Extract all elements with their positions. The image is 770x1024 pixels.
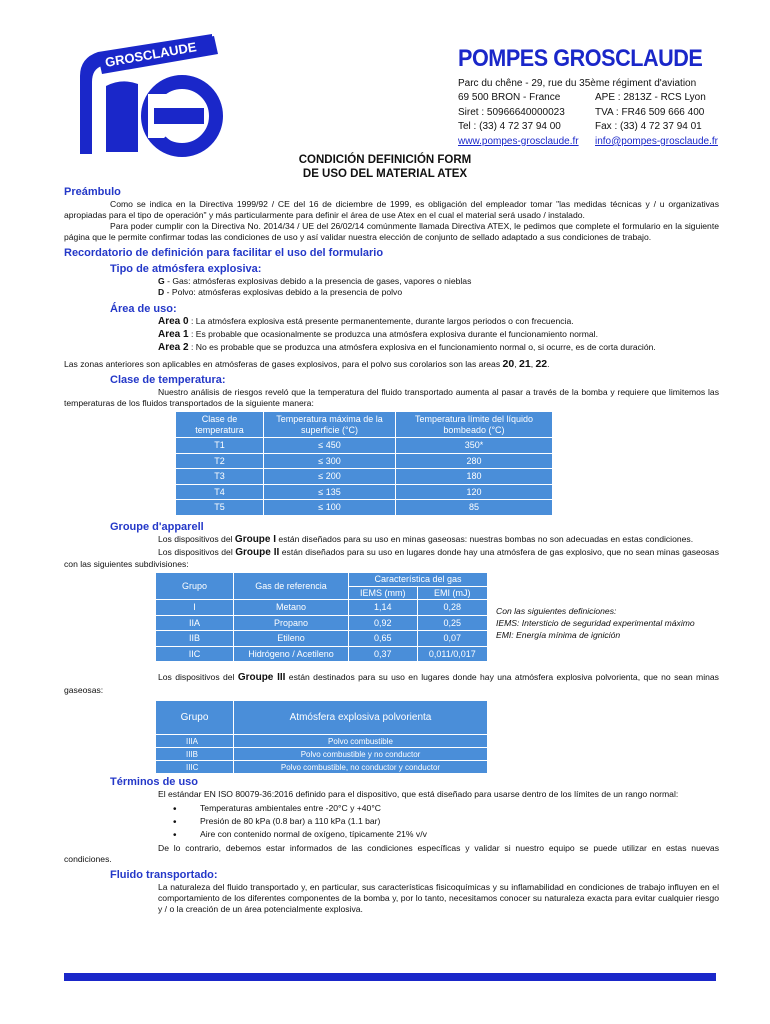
table-row [176,500,553,516]
table-cell: ≤ 200 [264,469,396,485]
table-row [156,748,488,761]
definition-iems: IEMS: Intersticio de seguridad experimental máximo [496,618,695,629]
conditions-list [64,802,719,841]
table-row [156,615,488,631]
company-logo [62,34,252,164]
table-cell: Polvo combustible [234,735,488,748]
table-row [176,469,553,485]
table-cell: 0,07 [417,631,487,647]
definitions-intro: Con las siguientes definiciones: [496,606,617,617]
table-cell: IIIA [156,735,234,748]
table-cell: IIIC [156,761,234,774]
table-cell: 0,37 [349,646,418,662]
company-name: POMPES GROSCLAUDE [458,45,703,72]
contact-grid [458,91,720,149]
preambulo-paragraph-2: Para poder cumplir con la Directiva No. 2014/34 / UE del 26/02/14 comúnmente llamada Directiva ATEX, le pedimos que complete el formulario en la siguiente página que le permite confirmar todas las condiciones de uso y así validar nuestra elección de conjunto de sellado adaptado a sus condiciones de trabajo. [64,221,719,243]
table-row [156,761,488,774]
table-cell: Propano [234,615,349,631]
table-cell: 85 [396,500,553,516]
table-cell: ≤ 450 [264,438,396,454]
title-line-2: DE USO DEL MATERIAL ATEX [302,168,468,181]
table-header: Atmósfera explosiva polvorienta [234,701,488,735]
list-item: • Presión de 80 kPa (0.8 bar) a 110 kPa (1.1 bar) [200,815,719,828]
list-item: • Temperaturas ambientales entre -20°C y +40°C [200,802,719,815]
table-row [156,646,488,662]
table-cell: 180 [396,469,553,485]
subheading-atmosfera: Tipo de atmósfera explosiva: [110,263,262,276]
dust-group-table [155,700,488,774]
subheading-temperatura: Clase de temperatura: [110,374,226,387]
table-row [156,631,488,647]
table-cell: IIC [156,646,234,662]
gas-table-wrap [64,572,719,672]
table-cell: T5 [176,500,264,516]
table-header: Gas de referencia [234,573,349,600]
table-cell: Hidrógeno / Acetileno [234,646,349,662]
table-cell: T4 [176,484,264,500]
table-row [176,484,553,500]
grupo-2-paragraph: Los dispositivos del Groupe II están diseñados para su uso en lugares donde hay una atmósfera de gas explosivo, que no sean minas gaseosas con las siguientes subdivisiones: [64,546,719,570]
table-row [156,735,488,748]
list-item: • Aire con contenido normal de oxígeno, típicamente 21% v/v [200,828,719,841]
table-cell: Polvo combustible y no conductor [234,748,488,761]
zones-note: Las zonas anteriores son aplicables en atmósferas de gases explosivos, para el polvo sus corolarios son las areas 20, 21, 22. [64,357,550,370]
table-cell: 0,25 [417,615,487,631]
table-cell: ≤ 300 [264,453,396,469]
footer-bar [64,973,716,981]
atmos-gas: G - Gas: atmósferas explosivas debido a la presencia de gases, vapores o nieblas [158,276,472,287]
address-line: Parc du chêne - 29, rue du 35ème régiment d'aviation [458,77,697,89]
fluido-paragraph: La naturaleza del fluido transportado y, en particular, sus características fisicoquímicas y su inflamabilidad en condiciones de trabajo influyen en el comportamiento de los diferentes componentes de la bomba y, por lo tanto, necesitamos conocer su naturaleza exacta para evitar cualquier riesgo y / o la creación de un área potencialmente explosiva. [158,882,719,915]
city: 69 500 BRON - France [458,92,561,104]
gas-definitions [496,605,695,641]
table-header: EMI (mJ) [417,586,487,599]
table-header: Grupo [156,573,234,600]
table-header: Característica del gas [349,573,488,586]
table-header: IEMS (mm) [349,586,418,599]
definition-emi: EMI: Energía mínima de ignición [496,630,621,641]
area-2: Area 2 : No es probable que se produzca una atmósfera explosiva en el funcionamiento normal o, si ocurre, es de corta duración. [158,341,656,353]
table-header: Temperatura máxima de la superficie (°C) [264,412,396,438]
table-row [176,453,553,469]
table-cell: T2 [176,453,264,469]
document-body [64,183,719,915]
grupo-3-paragraph: Los dispositivos del Groupe III están destinados para su uso en lugares donde hay una atmósfera explosiva polvorienta, que no sean minas gaseosas: [64,672,719,696]
email-link[interactable]: info@pompes-grosclaude.fr [595,135,718,147]
table-cell: T3 [176,469,264,485]
table-cell: T1 [176,438,264,454]
table-cell: Polvo combustible, no conductor y conductor [234,761,488,774]
table-cell: 1,14 [349,600,418,616]
table-header-row [156,701,488,735]
table-header: Temperatura límite del líquido bombeado (°C) [396,412,553,438]
tva: TVA : FR46 509 666 400 [595,106,705,118]
document-title [0,153,770,182]
company-info [458,44,720,149]
subheading-terminos: Términos de uso [110,776,199,789]
terminos-paragraph: El estándar EN ISO 80079-36:2016 definido para el dispositivo, que está diseñado para usarse dentro de los límites de un rango normal: [158,789,679,800]
table-cell: 0,65 [349,631,418,647]
table-cell: Etileno [234,631,349,647]
table-header-row [156,573,488,586]
table-cell: ≤ 135 [264,484,396,500]
gas-group-table [155,572,488,662]
subheading-area: Área de uso: [110,303,177,316]
table-cell: Metano [234,600,349,616]
table-cell: I [156,600,234,616]
section-heading-recordatorio: Recordatorio de definición para facilitar el uso del formulario [64,247,384,260]
table-row [156,600,488,616]
grupo-1-paragraph: Los dispositivos del Groupe I están diseñados para su uso en minas gaseosas: nuestras bombas no son adecuadas en estas condiciones. [158,533,694,545]
telephone: Tel : (33) 4 72 37 94 00 [458,121,561,133]
atmos-dust: D - Polvo: atmósferas explosivas debido a la presencia de polvo [158,287,403,298]
table-cell: IIA [156,615,234,631]
svg-text:GROSCLAUDE: GROSCLAUDE [103,39,198,70]
table-header: Grupo [156,701,234,735]
subheading-grupo: Groupe d'apparell [110,520,204,533]
table-cell: 350* [396,438,553,454]
terminos-paragraph-2: De lo contrario, debemos estar informados de las condiciones específicas y validar si nuestro equipo se puede utilizar en estas nuevas condiciones. [64,842,719,864]
fax: Fax : (33) 4 72 37 94 01 [595,121,702,133]
table-cell: 0,92 [349,615,418,631]
table-header-row [176,412,553,438]
table-cell: IIB [156,631,234,647]
ape-rcs: APE : 2813Z - RCS Lyon [595,92,706,104]
website-link[interactable]: www.pompes-grosclaude.fr [458,135,579,147]
temperature-table [175,411,553,516]
siret: Siret : 50966640000023 [458,106,565,118]
subheading-fluido: Fluido transportado: [110,868,218,881]
area-0: Area 0 : La atmósfera explosiva está presente permanentemente, durante largos periodos o con frecuencia. [158,316,574,328]
table-cell: 0,28 [417,600,487,616]
table-cell: IIIB [156,748,234,761]
temperatura-intro: Nuestro análisis de riesgos reveló que la temperatura del fluido transportado aumenta al pasar a través de la bomba y requiere que limitemos las temperaturas de los fluidos transportados de la siguiente manera: [64,387,719,409]
preambulo-paragraph-1: Como se indica en la Directiva 1999/92 / CE del 16 de diciembre de 1999, es obligación del empleador tomar "las medidas técnicas y / u organizativas apropiadas para el tipo de operación" y más particularmente para definir el área de use Atex en el cual el material será usado / instalado. [64,199,719,221]
table-cell: 280 [396,453,553,469]
section-heading-preambulo: Preámbulo [64,186,121,198]
table-row [176,438,553,454]
table-cell: 120 [396,484,553,500]
table-cell: 0,011/0,017 [417,646,487,662]
title-line-1: CONDICIÓN DEFINICIÓN FORM [298,154,472,166]
table-header: Clase de temperatura [176,412,264,438]
table-cell: ≤ 100 [264,500,396,516]
area-1: Area 1 : Es probable que ocasionalmente se produzca una atmósfera explosiva durante el funcionamiento normal. [158,329,598,341]
